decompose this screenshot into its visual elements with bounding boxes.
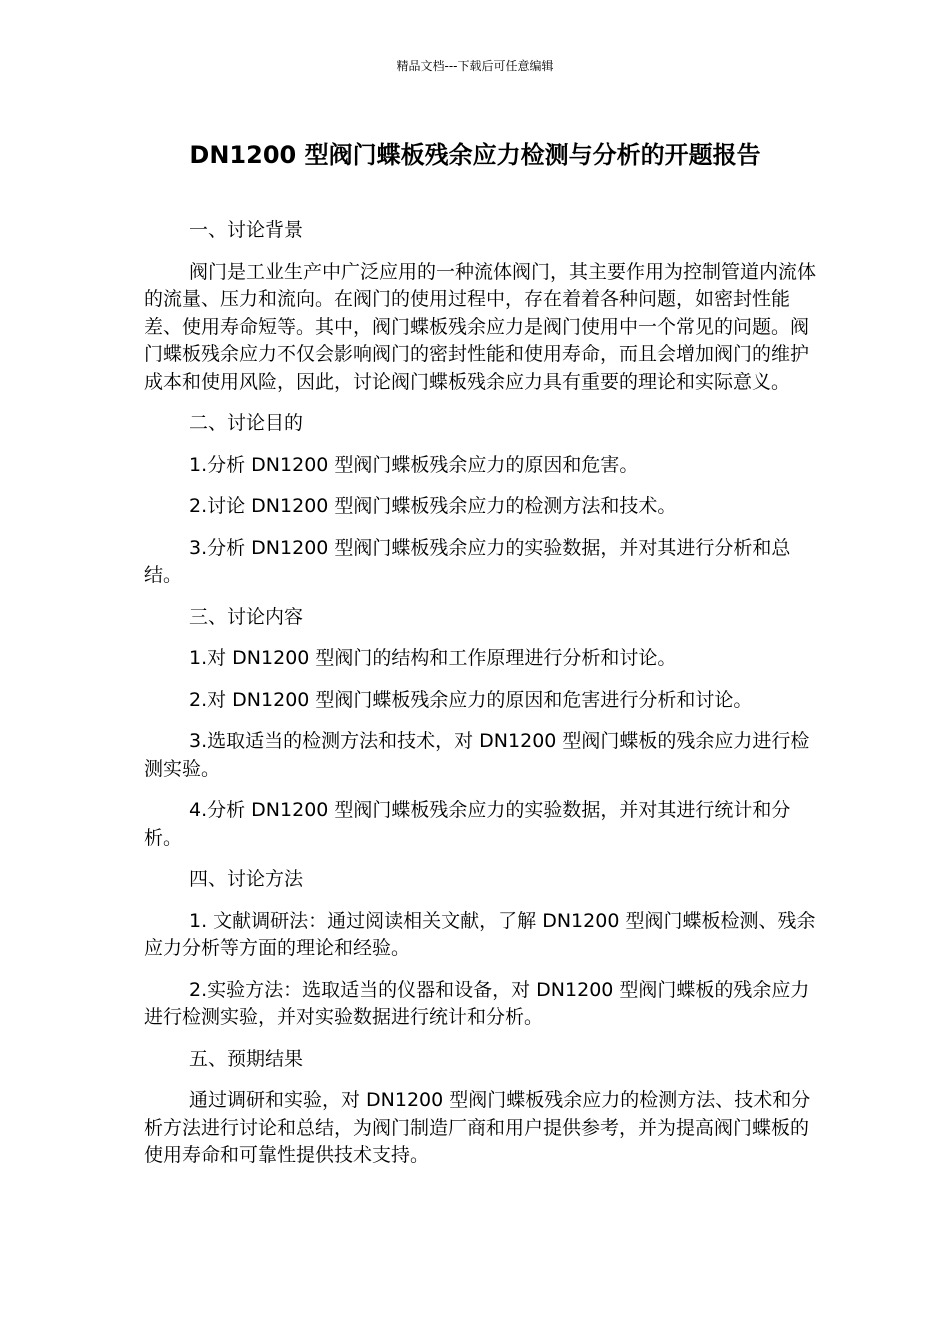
section-heading-methods: 四、讨论方法 — [189, 868, 304, 890]
list-item-content-1: 1.对 DN1200 型阀门的结构和工作原理进行分析和讨论。 — [189, 647, 677, 669]
section-heading-purpose: 二、讨论目的 — [189, 412, 304, 434]
list-item-methods-1: 1. 文献调研法：通过阅读相关文献，了解 DN1200 型阀门蝶板检测、残余应力分析等方面的理论和经验。 — [144, 909, 816, 959]
list-item-content-3: 3.选取适当的检测方法和技术，对 DN1200 型阀门蝶板的残余应力进行检测实验。 — [144, 730, 810, 780]
list-item-content-2: 2.对 DN1200 型阀门蝶板残余应力的原因和危害进行分析和讨论。 — [189, 688, 753, 711]
section-heading-content: 三、讨论内容 — [189, 605, 304, 628]
section-heading-results: 五、预期结果 — [189, 1047, 304, 1070]
document-title: DN1200 型阀门蝶板残余应力检测与分析的开题报告 — [189, 141, 761, 169]
header-note: 精品文档---下载后可任意编辑 — [396, 59, 554, 73]
paragraph-results: 通过调研和实验，对 DN1200 型阀门蝶板残余应力的检测方法、技术和分析方法进行讨论和总结，为阀门制造厂商和用户提供参考，并为提高阀门蝶板的使用寿命和可靠性提供技术支持。 — [144, 1089, 811, 1166]
list-item-purpose-2: 2.讨论 DN1200 型阀门蝶板残余应力的检测方法和技术。 — [189, 495, 677, 517]
list-item-purpose-3: 3.分析 DN1200 型阀门蝶板残余应力的实验数据，并对其进行分析和总结。 — [144, 536, 791, 586]
section-heading-background: 一、讨论背景 — [189, 219, 304, 241]
list-item-methods-2: 2.实验方法：选取适当的仪器和设备，对 DN1200 型阀门蝶板的残余应力进行检测实验，并对实验数据进行统计和分析。 — [144, 978, 810, 1028]
list-item-purpose-1: 1.分析 DN1200 型阀门蝶板残余应力的原因和危害。 — [189, 453, 639, 476]
list-item-content-4: 4.分析 DN1200 型阀门蝶板残余应力的实验数据，并对其进行统计和分析。 — [144, 799, 791, 849]
document-body — [144, 217, 824, 1184]
paragraph-background: 阀门是工业生产中广泛应用的一种流体阀门，其主要作用为控制管道内流体的流量、压力和流向。在阀门的使用过程中，存在着着各种问题，如密封性能差、使用寿命短等。其中，阀门蝶板残余应力是阀门使用中一个常见的问题。阀门蝶板残余应力不仅会影响阀门的密封性能和使用寿命，而且会增加阀门的维护成本和使用风险，因此，讨论阀门蝶板残余应力具有重要的理论和实际意义。 — [144, 260, 817, 393]
